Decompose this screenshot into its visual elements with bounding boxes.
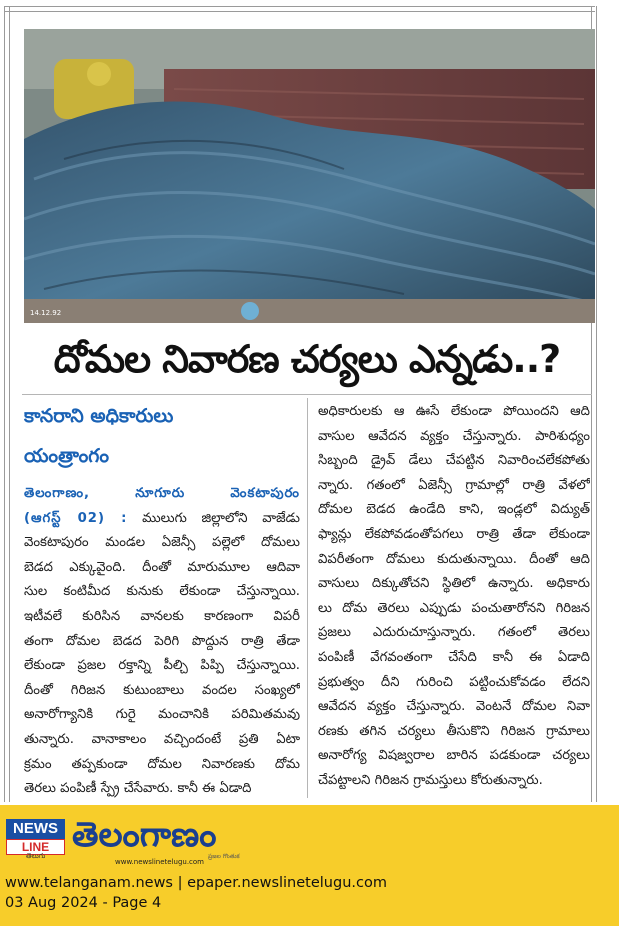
text-line: విపరీతంగా దోమలు కుదుతున్నాయి. దీంతో ఆది xyxy=(318,551,590,567)
text-line: న్నారు. గతంలో ఏజెన్సీ గ్రామాల్లో రాత్రి వేళలో xyxy=(318,477,590,493)
logo-news-text: NEWS xyxy=(6,819,65,839)
logo-tagline: తెలుగు xyxy=(26,852,46,860)
text-line: అనారోగ్యానికి గురై మంచానికి పరిమితమవు xyxy=(24,707,300,723)
text-line: పంపిణీ వేగవంతంగా చేసేది కానీ ఈ ఏడాది xyxy=(318,649,590,665)
subhead-2: యంత్రాంగం xyxy=(24,445,109,467)
text-line: తంగా దోమల బెడద పెరిగి పొద్దున రాత్రి తేడా xyxy=(24,633,300,649)
mug-icon xyxy=(241,302,259,320)
text-line: వెంకటాపురం మండల ఏజెన్సీ పల్లెలో దోమలు xyxy=(24,535,300,551)
text-line: ఇటీవలే కురిసిన వానలకు కారణంగా విపరీ xyxy=(24,608,300,624)
column-divider xyxy=(307,398,308,798)
text-line: వాసుల ఆవేదన వ్యక్తం చేస్తున్నారు. పారిశుధ్యం xyxy=(318,428,590,444)
text-line: సుల కంటిమీద కునుకు లేకుండా చేస్తున్నాయి. xyxy=(24,584,300,600)
logo-line-text: LINE xyxy=(6,839,65,855)
page-border-left xyxy=(4,6,10,802)
text-line: దీంతో గిరిజన కుటుంబాలు వందల సంఖ్యలో xyxy=(24,682,300,698)
footer-links[interactable]: www.telanganam.news | epaper.newslinetelugu.com xyxy=(5,875,387,891)
text-line: క్రమం తప్పకుండా దోమల నివారణకు దోమ xyxy=(24,756,300,772)
text-line: లు దోమ తెరలు ఎప్పుడు పంచుతారోనని గిరిజన xyxy=(318,600,590,616)
brand-tagline: ప్రజల గొంతుక xyxy=(208,853,240,860)
text-line: వాసులు దిక్కుతోచని స్థితిలో ఉన్నారు. అధికారు xyxy=(318,576,590,592)
photo-stamp: 14.12.92 xyxy=(30,309,62,317)
date-tag: (ఆగస్ట్ 02) : xyxy=(24,510,128,526)
text-line: తెరలు పంపిణీ స్ప్రే చేసేవారు. కానీ ఈ ఏడాది xyxy=(24,781,252,797)
article-column-left xyxy=(24,482,300,802)
text-line: ఫ్యాన్లు లేకపోవడంతోపగలు రాత్రి తేడా లేకుండా xyxy=(318,526,590,542)
text-line: ప్రజలు ఎదురుచూస్తున్నారు. గతంలో తెరలు xyxy=(318,625,590,641)
text-line: బెడద ఎక్కువైంది. దీంతో మారుమూల ఆదివా xyxy=(24,559,300,575)
text-line: దోమల బెడద ఉండేది కాని, ఇండ్లలో విద్యుత్ xyxy=(318,502,590,518)
article-headline: దోమల నివారణ చర్యలు ఎన్నడు..? xyxy=(53,337,561,381)
text-line: అనారోగ్య విషజ్వరాల బారిన పడకుండా చర్యలు xyxy=(318,748,590,764)
brand-name: తెలంగాణం xyxy=(72,815,217,855)
headline-divider xyxy=(22,394,592,395)
text-line: సిబ్బంది డ్రైవ్ డేలు చేపట్టిన నివారించలేకపోతు xyxy=(318,453,590,469)
text-line: లేకుండా ప్రజల రక్తాన్ని పీల్చి పిప్పి చేస్తున్నాయి. xyxy=(24,658,300,674)
brand-url: www.newslinetelugu.com xyxy=(115,858,204,866)
article-column-right xyxy=(318,400,590,794)
subhead-1: కానరాని అధికారులు xyxy=(24,405,174,427)
text-line: ప్రభుత్వం దీని గురించి పట్టించుకోవడం లేదని xyxy=(318,674,590,690)
page-border-top xyxy=(4,6,595,12)
dateline-line xyxy=(24,482,300,507)
text-line: తున్నారు. వానాకాలం వచ్చిందంటే ప్రతి ఏటా xyxy=(24,731,300,747)
article-photo xyxy=(24,29,595,323)
text-line: చేపట్టాలని గిరిజన గ్రామస్తులు కోరుతున్నారు. xyxy=(318,772,543,788)
text-line-span: ములుగు జిల్లాలోని వాజేడు xyxy=(142,510,300,526)
dateline: తెలంగాణం, నూగూరు వెంకటాపురం xyxy=(24,486,300,501)
text-line xyxy=(24,507,300,532)
text-line: ఆవేదన వ్యక్తం చేస్తున్నారు. వెంటనే దోమల నివా xyxy=(318,699,590,715)
text-line: రణకు తగిన చర్యలు తీసుకొని గిరిజన గ్రామాలు xyxy=(318,723,590,739)
footer-date-page: 03 Aug 2024 - Page 4 xyxy=(5,895,162,911)
text-line: అధికారులకు ఆ ఊసే లేకుండా పోయిందని ఆది xyxy=(318,404,590,419)
footer-bar xyxy=(0,805,619,926)
